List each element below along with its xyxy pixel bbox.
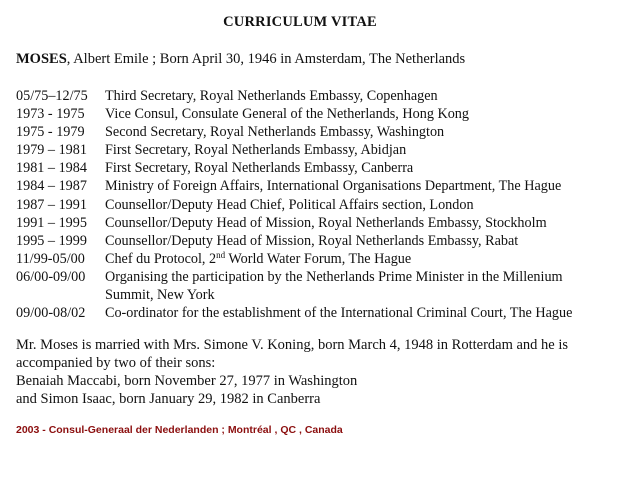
footer-note: 2003 - Consul-Generaal der Nederlanden ; Montréal , QC , Canada [16, 424, 343, 436]
career-role: Vice Consul, Consulate General of the Netherlands, Hong Kong [105, 106, 469, 123]
career-period: 1984 – 1987 [16, 178, 87, 195]
family-section [16, 336, 616, 408]
son-line: Benaiah Maccabi, born November 27, 1977 in Washington [16, 373, 358, 390]
career-row [16, 177, 616, 195]
career-period: 09/00-08/02 [16, 305, 86, 322]
career-role: Organising the participation by the Netherlands Prime Minister in the Millenium Summit, New York [105, 268, 563, 304]
career-row [16, 250, 616, 268]
career-role: First Secretary, Royal Netherlands Embassy, Abidjan [105, 142, 407, 159]
career-row [16, 214, 616, 232]
career-role: Co-ordinator for the establishment of the International Criminal Court, The Hague [105, 305, 573, 322]
career-period: 11/99-05/00 [16, 250, 85, 267]
son-line: and Simon Isaac, born January 29, 1982 in Canberra [16, 391, 321, 408]
person-header [16, 51, 465, 68]
career-period: 1991 – 1995 [16, 214, 87, 231]
career-row [16, 304, 616, 322]
career-period: 1975 - 1979 [16, 124, 85, 141]
career-row [16, 159, 616, 177]
career-row [16, 123, 616, 141]
career-role-text: Chef du Protocol, 2 [105, 250, 217, 267]
career-period: 1981 – 1984 [16, 160, 87, 177]
career-period: 06/00-09/00 [16, 268, 86, 285]
career-period: 1979 – 1981 [16, 142, 87, 159]
career-role: Second Secretary, Royal Netherlands Embassy, Washington [105, 124, 445, 141]
career-role [105, 250, 605, 268]
career-period: 1987 – 1991 [16, 196, 87, 213]
career-row [16, 196, 616, 214]
career-row [16, 87, 616, 105]
career-row [16, 268, 616, 304]
ordinal-suffix: nd [216, 249, 226, 260]
career-period: 1995 – 1999 [16, 232, 87, 249]
career-role: Counsellor/Deputy Head of Mission, Royal Netherlands Embassy, Rabat [105, 232, 519, 249]
document-title: CURRICULUM VITAE [223, 14, 377, 30]
career-row [16, 105, 616, 123]
career-list [16, 87, 616, 322]
career-role: First Secretary, Royal Netherlands Embassy, Canberra [105, 160, 414, 177]
career-role-text: World Water Forum, The Hague [225, 250, 412, 267]
career-row [16, 141, 616, 159]
career-period: 1973 - 1975 [16, 106, 85, 123]
career-role: Counsellor/Deputy Head Chief, Political Affairs section, London [105, 196, 474, 213]
career-role: Ministry of Foreign Affairs, International Organisations Department, The Hague [105, 178, 562, 195]
career-row [16, 232, 616, 250]
given-name-and-birth: , Albert Emile ; Born April 30, 1946 in Amsterdam, The Netherlands [66, 51, 466, 67]
surname: MOSES [16, 51, 67, 67]
career-role: Counsellor/Deputy Head of Mission, Royal Netherlands Embassy, Stockholm [105, 214, 547, 231]
career-period: 05/75–12/75 [16, 88, 88, 104]
spouse-paragraph: Mr. Moses is married with Mrs. Simone V. Koning, born March 4, 1948 in Rotterdam and he is accompanied by two of their sons: [16, 337, 569, 372]
career-role: Third Secretary, Royal Netherlands Embassy, Copenhagen [105, 88, 438, 104]
